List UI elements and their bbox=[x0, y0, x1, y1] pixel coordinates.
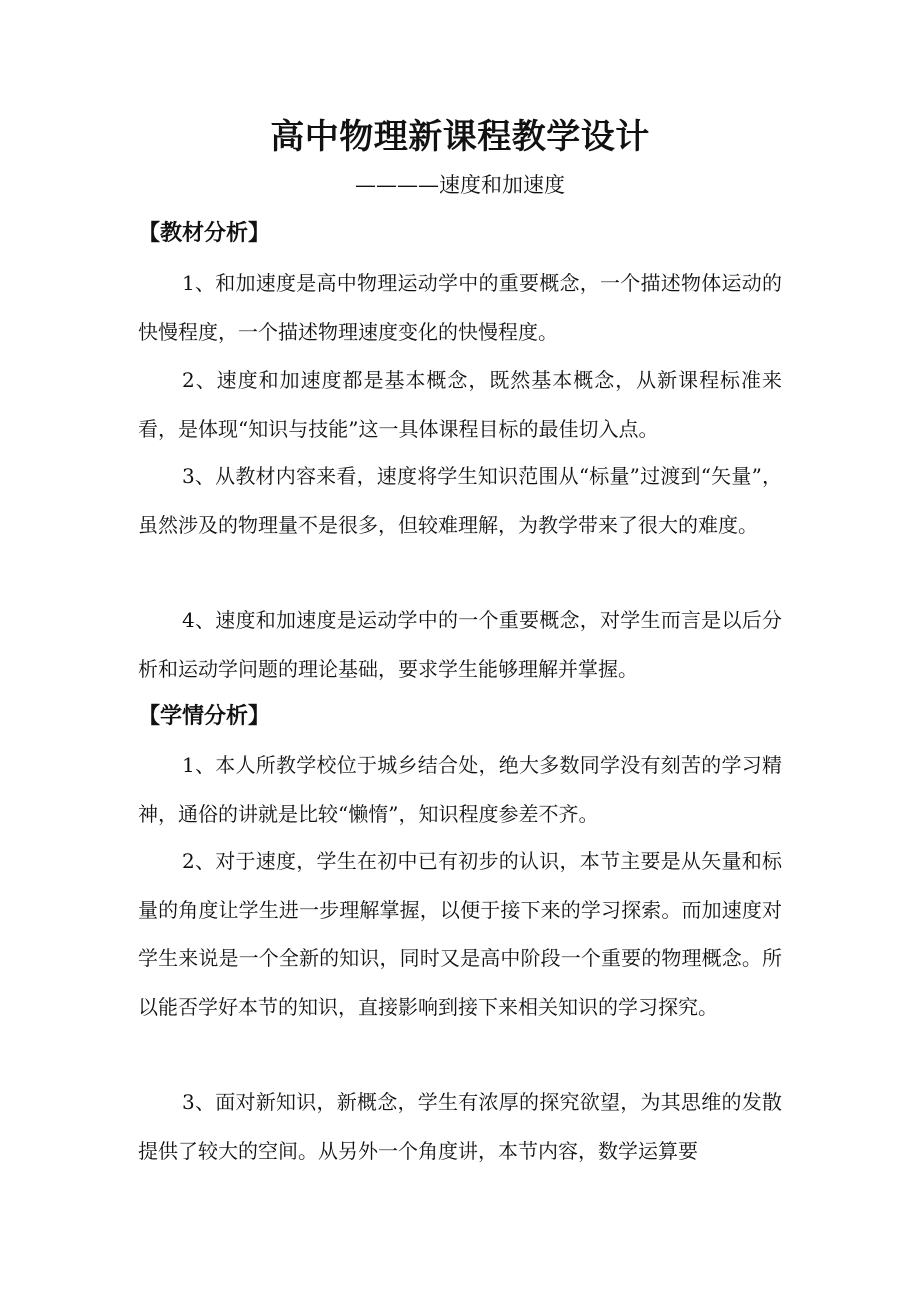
paragraph: 3、从教材内容来看，速度将学生知识范围从“标量”过渡到“矢量”，虽然涉及的物理量不是很多，但较难理解，为教学带来了很大的难度。 bbox=[138, 464, 782, 537]
paragraph: 1、和加速度是高中物理运动学中的重要概念，一个描述物体运动的快慢程度，一个描述物理速度变化的快慢程度。 bbox=[138, 271, 782, 344]
paragraph: 2、速度和加速度都是基本概念，既然基本概念，从新课程标准来看，是体现“知识与技能”这一具体课程目标的最佳切入点。 bbox=[138, 368, 782, 441]
paragraph: 3、面对新知识，新概念，学生有浓厚的探究欲望，为其思维的发散提供了较大的空间。从另外一个角度讲，本节内容，数学运算要 bbox=[138, 1090, 782, 1163]
section-heading-textbook-analysis: 【教材分析】 bbox=[138, 220, 271, 246]
document-subtitle: ————速度和加速度 bbox=[355, 173, 565, 197]
document-title: 高中物理新课程教学设计 bbox=[270, 117, 650, 157]
section-heading-student-analysis: 【学情分析】 bbox=[138, 703, 271, 729]
paragraph: 4、速度和加速度是运动学中的一个重要概念，对学生而言是以后分析和运动学问题的理论基础，要求学生能够理解并掌握。 bbox=[138, 608, 782, 681]
paragraph: 2、对于速度，学生在初中已有初步的认识，本节主要是从矢量和标量的角度让学生进一步理解掌握，以便于接下来的学习探索。而加速度对学生来说是一个全新的知识，同时又是高中阶段一个重要的物理概念。所以能否学好本节的知识，直接影响到接下来相关知识的学习探究。 bbox=[138, 849, 782, 1019]
paragraph: 1、本人所教学校位于城乡结合处，绝大多数同学没有刻苦的学习精神，通俗的讲就是比较“懒惰”，知识程度参差不齐。 bbox=[138, 753, 782, 826]
